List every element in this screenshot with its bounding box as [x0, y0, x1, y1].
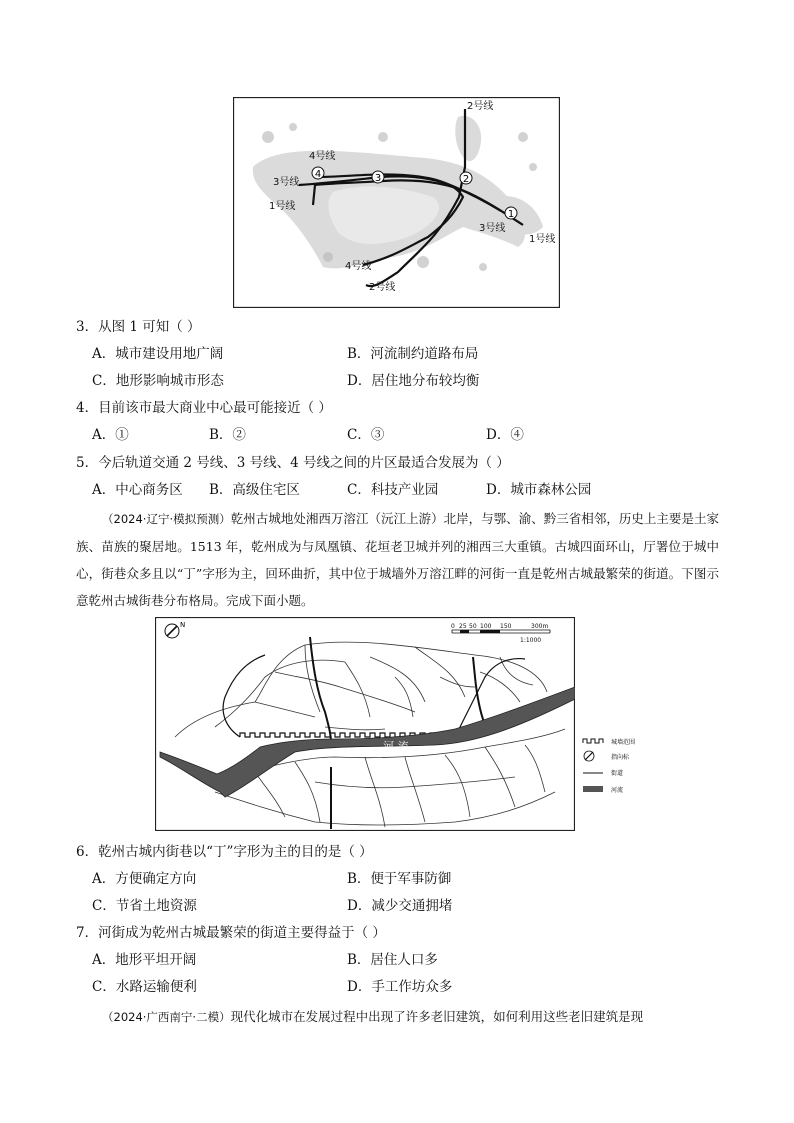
question-5-option-c[interactable]: C．科技产业园 — [347, 482, 439, 498]
svg-text:0: 0 — [451, 623, 455, 630]
label-line1-right: 1号线 — [529, 234, 556, 245]
question-7-option-d[interactable]: D．手工作坊众多 — [347, 979, 453, 995]
passage-1-source: （2024·辽宁·模拟预测） — [102, 512, 231, 526]
question-6-option-c[interactable]: C．节省土地资源 — [92, 898, 197, 914]
legend-wall-icon — [583, 739, 603, 743]
label-line3-right: 3号线 — [479, 223, 506, 234]
passage-2-text: 现代化城市在发展过程中出现了许多老旧建筑，如何利用这些老旧建筑是现 — [230, 1009, 644, 1024]
passage-1 — [76, 505, 719, 614]
svg-text:300m: 300m — [531, 623, 549, 630]
svg-text:50: 50 — [469, 623, 477, 630]
question-6-option-b[interactable]: B．便于军事防御 — [347, 871, 452, 887]
svg-text:150: 150 — [500, 623, 512, 630]
svg-text:1: 1 — [507, 209, 515, 220]
label-line4-bottom: 4号线 — [345, 261, 372, 272]
question-6-option-d[interactable]: D．减少交通拥堵 — [347, 898, 453, 914]
question-6-stem: 6．乾州古城内街巷以“丁”字形为主的目的是（ ） — [76, 844, 373, 860]
question-4-stem: 4．目前该市最大商业中心最可能接近（ ） — [76, 400, 332, 416]
question-3-option-b[interactable]: B．河流制约道路布局 — [347, 346, 479, 362]
label-line4: 4号线 — [309, 151, 336, 162]
legend-wall-label: 城墙范围 — [611, 739, 636, 746]
question-6-option-a[interactable]: A．方便确定方向 — [92, 871, 197, 887]
question-4-option-a[interactable]: A．① — [92, 427, 129, 443]
figure-1-metro-map — [233, 97, 560, 308]
question-5-stem: 5．今后轨道交通 2 号线、3 号线、4 号线之间的片区最适合发展为（ ） — [76, 455, 510, 471]
passage-1-text: 乾州古城地处湘西万溶江（沅江上游）北岸，与鄂、渝、黔三省相邻，历史上主要是土家族、苗族的聚居地。1513 年，乾州成为与凤凰镇、花垣老卫城并列的湘西三大重镇。古城四面环山，厅署位于城中心，街巷众多且以“丁”字形为主，回环曲折，其中位于城墙外万溶江畔的河街一直是乾州古城最繁荣的街道。下图示意乾州古城街巷分布格局。完成下面小题。 — [76, 511, 719, 608]
legend-river-icon — [583, 786, 603, 792]
question-5-option-a[interactable]: A．中心商务区 — [92, 482, 183, 498]
question-5-option-d[interactable]: D．城市森林公园 — [486, 482, 592, 498]
question-5-option-b[interactable]: B．高级住宅区 — [209, 482, 300, 498]
question-7-option-c[interactable]: C．水路运输便利 — [92, 979, 197, 995]
question-4-option-b[interactable]: B．② — [209, 427, 246, 443]
question-4-option-d[interactable]: D．④ — [486, 427, 524, 443]
question-3-option-d[interactable]: D．居住地分布较均衡 — [347, 373, 480, 389]
svg-text:25: 25 — [459, 623, 467, 630]
passage-2 — [76, 1003, 719, 1031]
label-line3-left: 3号线 — [273, 177, 300, 188]
label-line2-top: 2号线 — [467, 101, 494, 112]
question-7-stem: 7．河街成为乾州古城最繁荣的街道主要得益于（ ） — [76, 925, 386, 941]
svg-text:1:1000: 1:1000 — [520, 637, 542, 644]
label-line1-left: 1号线 — [269, 201, 296, 212]
question-3-stem: 3．从图 1 可知（ ） — [76, 319, 201, 335]
svg-text:4: 4 — [314, 169, 322, 180]
legend-river-label: 河流 — [611, 787, 624, 794]
passage-2-source: （2024·广西南宁·二模） — [102, 1010, 231, 1024]
svg-text:N: N — [180, 621, 186, 629]
question-3-option-a[interactable]: A．城市建设用地广阔 — [92, 346, 224, 362]
legend-north-icon — [584, 751, 594, 761]
question-4-option-c[interactable]: C．③ — [347, 427, 385, 443]
svg-text:2: 2 — [462, 174, 470, 185]
figure-2-legend — [581, 735, 671, 809]
question-3-option-c[interactable]: C．地形影响城市形态 — [92, 373, 224, 389]
river-label: 河 流 — [383, 740, 409, 753]
label-line2-bottom: 2号线 — [369, 282, 396, 293]
legend-street-label: 街道 — [611, 770, 624, 777]
svg-text:3: 3 — [374, 173, 382, 184]
question-7-option-a[interactable]: A．地形平坦开阔 — [92, 952, 197, 968]
legend-north-label: 指向标 — [611, 754, 630, 761]
question-7-option-b[interactable]: B．居住人口多 — [347, 952, 438, 968]
svg-text:100: 100 — [480, 623, 492, 630]
figure-2-old-town-map — [155, 617, 575, 831]
